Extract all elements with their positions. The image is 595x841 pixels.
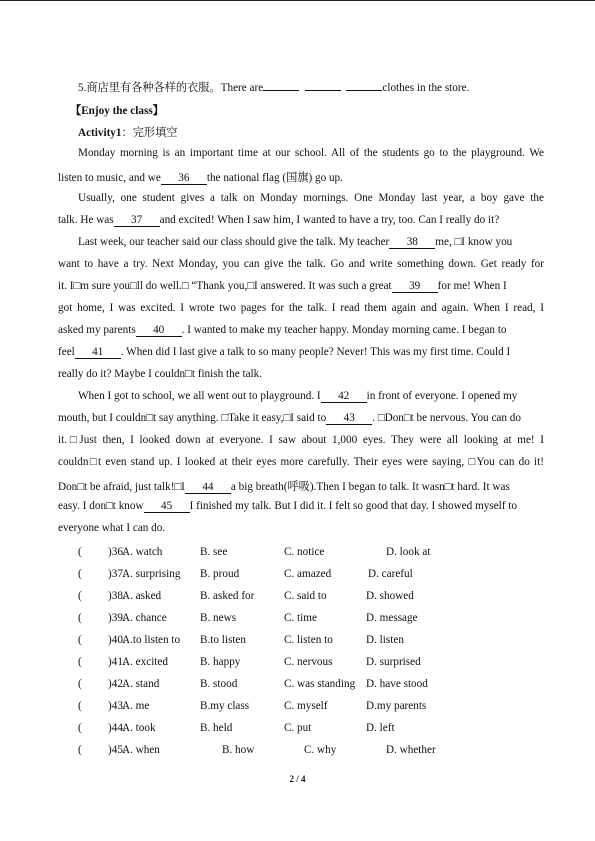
- passage-line: [58, 412, 521, 425]
- passage-line: [58, 324, 507, 337]
- answer-paren[interactable]: (: [78, 744, 82, 756]
- question-number: )38.: [108, 590, 126, 602]
- question-number: )45.: [108, 744, 126, 756]
- question-number: )40.: [108, 634, 126, 646]
- blank-43[interactable]: 43: [326, 413, 372, 425]
- text-run: . When did I last give a talk to so many people? Never! This was my first time. Could I: [120, 346, 511, 358]
- text-run: Don□t be afraid, just talk!□I: [58, 481, 185, 493]
- answer-paren[interactable]: (: [78, 700, 82, 712]
- option-b[interactable]: B. proud: [200, 568, 240, 580]
- blank-42[interactable]: 42: [321, 391, 367, 403]
- option-b[interactable]: B.to listen: [200, 634, 246, 646]
- text-run: talk. He was: [58, 214, 114, 226]
- answer-paren[interactable]: (: [78, 590, 82, 602]
- option-d[interactable]: D. look at: [386, 546, 431, 558]
- answer-blank[interactable]: [263, 90, 299, 91]
- option-a[interactable]: A. me: [122, 700, 150, 712]
- answer-paren[interactable]: (: [78, 722, 82, 734]
- blank-40[interactable]: 40: [136, 325, 182, 337]
- option-b[interactable]: B. held: [200, 722, 233, 734]
- passage-line: really do it? Maybe I couldn□t finish the talk.: [58, 368, 263, 380]
- answer-paren[interactable]: (: [78, 678, 82, 690]
- item-5-suffix: clothes in the store.: [382, 82, 470, 94]
- option-c[interactable]: C. notice: [284, 546, 325, 558]
- text-run: listen to music, and we: [58, 172, 161, 184]
- option-d[interactable]: D.my parents: [366, 700, 427, 712]
- text-run: I finished my talk. But I did it. I felt so good that day. I showed myself to: [189, 500, 517, 512]
- question-row: [78, 744, 548, 760]
- question-number: )39.: [108, 612, 126, 624]
- blank-45[interactable]: 45: [144, 501, 190, 513]
- option-d[interactable]: D. careful: [368, 568, 413, 580]
- option-a[interactable]: A. stand: [122, 678, 160, 690]
- answer-paren[interactable]: (: [78, 656, 82, 668]
- option-c[interactable]: C. put: [284, 722, 312, 734]
- option-b[interactable]: B. asked for: [200, 590, 255, 602]
- option-d[interactable]: D. message: [366, 612, 418, 624]
- page-number: 2 / 4: [289, 774, 306, 784]
- passage-line: [58, 478, 510, 494]
- option-a[interactable]: A. when: [122, 744, 160, 756]
- option-c[interactable]: C. nervous: [284, 656, 333, 668]
- passage-line: [78, 236, 512, 249]
- passage-line: couldn□t even stand up. I looked at their eyes more carefully. Their eyes were saying, □You can do it!: [58, 456, 544, 468]
- question-row: [78, 634, 548, 650]
- page-top-border: [0, 0, 595, 1]
- answer-paren[interactable]: (: [78, 612, 82, 624]
- option-c[interactable]: C. why: [304, 744, 337, 756]
- option-a[interactable]: A. chance: [122, 612, 167, 624]
- passage-line: it.□Just then, I looked down at everyone. I saw about 1,000 eyes. They were all looking at me! I: [58, 434, 544, 446]
- blank-41[interactable]: 41: [75, 347, 121, 359]
- text-run: a big breath(呼吸).Then I began to talk. It wasn□t hard. It was: [230, 481, 510, 493]
- blank-39[interactable]: 39: [392, 281, 438, 293]
- text-run: . □Don□t be nervous. You can do: [372, 412, 521, 424]
- option-d[interactable]: D. listen: [366, 634, 404, 646]
- text-run: easy. I don□t know: [58, 500, 144, 512]
- text-run: Last week, our teacher said our class should give the talk. My teacher: [78, 236, 390, 248]
- option-d[interactable]: D. have stood: [366, 678, 428, 690]
- option-b[interactable]: B. stood: [200, 678, 238, 690]
- activity-separator: ：: [121, 127, 133, 139]
- option-c[interactable]: C. time: [284, 612, 317, 624]
- option-b[interactable]: B. how: [222, 744, 255, 756]
- question-number: )36.: [108, 546, 126, 558]
- passage-line: want to have a try. Next Monday, you can give the talk. Go and write something down. Get ready for: [58, 258, 544, 270]
- question-number: )37.: [108, 568, 126, 580]
- passage-line: [58, 169, 343, 185]
- text-run: me, □I know you: [435, 236, 513, 248]
- question-row: [78, 722, 548, 738]
- text-run: asked my parents: [58, 324, 136, 336]
- question-row: [78, 678, 548, 694]
- text-run: mouth, but I couldn□t say anything. □Take it easy,□I said to: [58, 412, 327, 424]
- answer-paren[interactable]: (: [78, 568, 82, 580]
- question-row: [78, 590, 548, 606]
- option-c[interactable]: C. was standing: [284, 678, 356, 690]
- option-d[interactable]: D. whether: [386, 744, 436, 756]
- option-d[interactable]: D. left: [366, 722, 395, 734]
- answer-paren[interactable]: (: [78, 634, 82, 646]
- text-run: feel: [58, 346, 75, 358]
- option-b[interactable]: B.my class: [200, 700, 250, 712]
- question-number: )44.: [108, 722, 126, 734]
- item-5-prompt: 5.商店里有各种各样的衣服。There are: [78, 82, 264, 94]
- activity-title: 完形填空: [132, 127, 178, 139]
- answer-paren[interactable]: (: [78, 546, 82, 558]
- translation-item-5: [78, 79, 469, 95]
- passage-line: [78, 390, 517, 403]
- blank-36[interactable]: 36: [161, 173, 207, 185]
- passage-line: got home, I was excited. I wrote two pages for the talk. I read them again and again. When I read, I: [58, 302, 544, 314]
- option-c[interactable]: C. myself: [284, 700, 328, 712]
- question-row: [78, 546, 548, 562]
- section-title: 【Enjoy the class】: [70, 105, 164, 117]
- activity-label: Activity1: [78, 127, 122, 139]
- option-a[interactable]: A. surprising: [122, 568, 181, 580]
- text-run: for me! When I: [437, 280, 507, 292]
- text-run: in front of everyone. I opened my: [366, 390, 518, 402]
- option-b[interactable]: B. happy: [200, 656, 241, 668]
- passage-line: Monday morning is an important time at our school. All of the students go to the playground. We: [78, 147, 544, 159]
- option-a[interactable]: A. asked: [122, 590, 162, 602]
- text-run: When I got to school, we all went out to playground. I: [78, 390, 321, 402]
- question-row: [78, 700, 548, 716]
- option-b[interactable]: B. see: [200, 546, 228, 558]
- answer-blank[interactable]: [346, 90, 382, 91]
- passage-line: [58, 500, 517, 513]
- passage-line: [58, 346, 510, 359]
- blank-38[interactable]: 38: [389, 237, 435, 249]
- blank-44[interactable]: 44: [185, 482, 231, 494]
- option-a[interactable]: A. watch: [122, 546, 163, 558]
- question-number: )42.: [108, 678, 126, 690]
- text-run: . I wanted to make my teacher happy. Monday morning came. I began to: [181, 324, 507, 336]
- option-c[interactable]: C. said to: [284, 590, 327, 602]
- option-b[interactable]: B. news: [200, 612, 237, 624]
- question-row: [78, 656, 548, 672]
- option-c[interactable]: C. listen to: [284, 634, 333, 646]
- question-row: [78, 612, 548, 628]
- passage-line: [58, 214, 499, 227]
- passage-line: Usually, one student gives a talk on Monday mornings. One Monday last year, a boy gave the: [78, 192, 544, 204]
- question-number: )43.: [108, 700, 126, 712]
- question-number: )41.: [108, 656, 126, 668]
- answer-blank[interactable]: [305, 90, 341, 91]
- option-d[interactable]: D. surprised: [366, 656, 421, 668]
- text-run: the national flag (国旗) go up.: [206, 172, 343, 184]
- text-run: and excited! When I saw him, I wanted to have a try, too. Can I really do it?: [159, 214, 500, 226]
- option-a[interactable]: A. excited: [122, 656, 168, 668]
- option-d[interactable]: D. showed: [366, 590, 414, 602]
- option-a[interactable]: A. took: [122, 722, 156, 734]
- option-a[interactable]: A.to listen to: [122, 634, 181, 646]
- passage-line: [58, 280, 507, 293]
- passage-line: everyone what I can do.: [58, 522, 166, 534]
- text-run: it. I□m sure you□ll do well.□ “Thank you,□I answered. It was such a great: [58, 280, 392, 292]
- activity-heading: [78, 124, 177, 140]
- blank-37[interactable]: 37: [114, 215, 160, 227]
- option-c[interactable]: C. amazed: [284, 568, 332, 580]
- question-row: [78, 568, 548, 584]
